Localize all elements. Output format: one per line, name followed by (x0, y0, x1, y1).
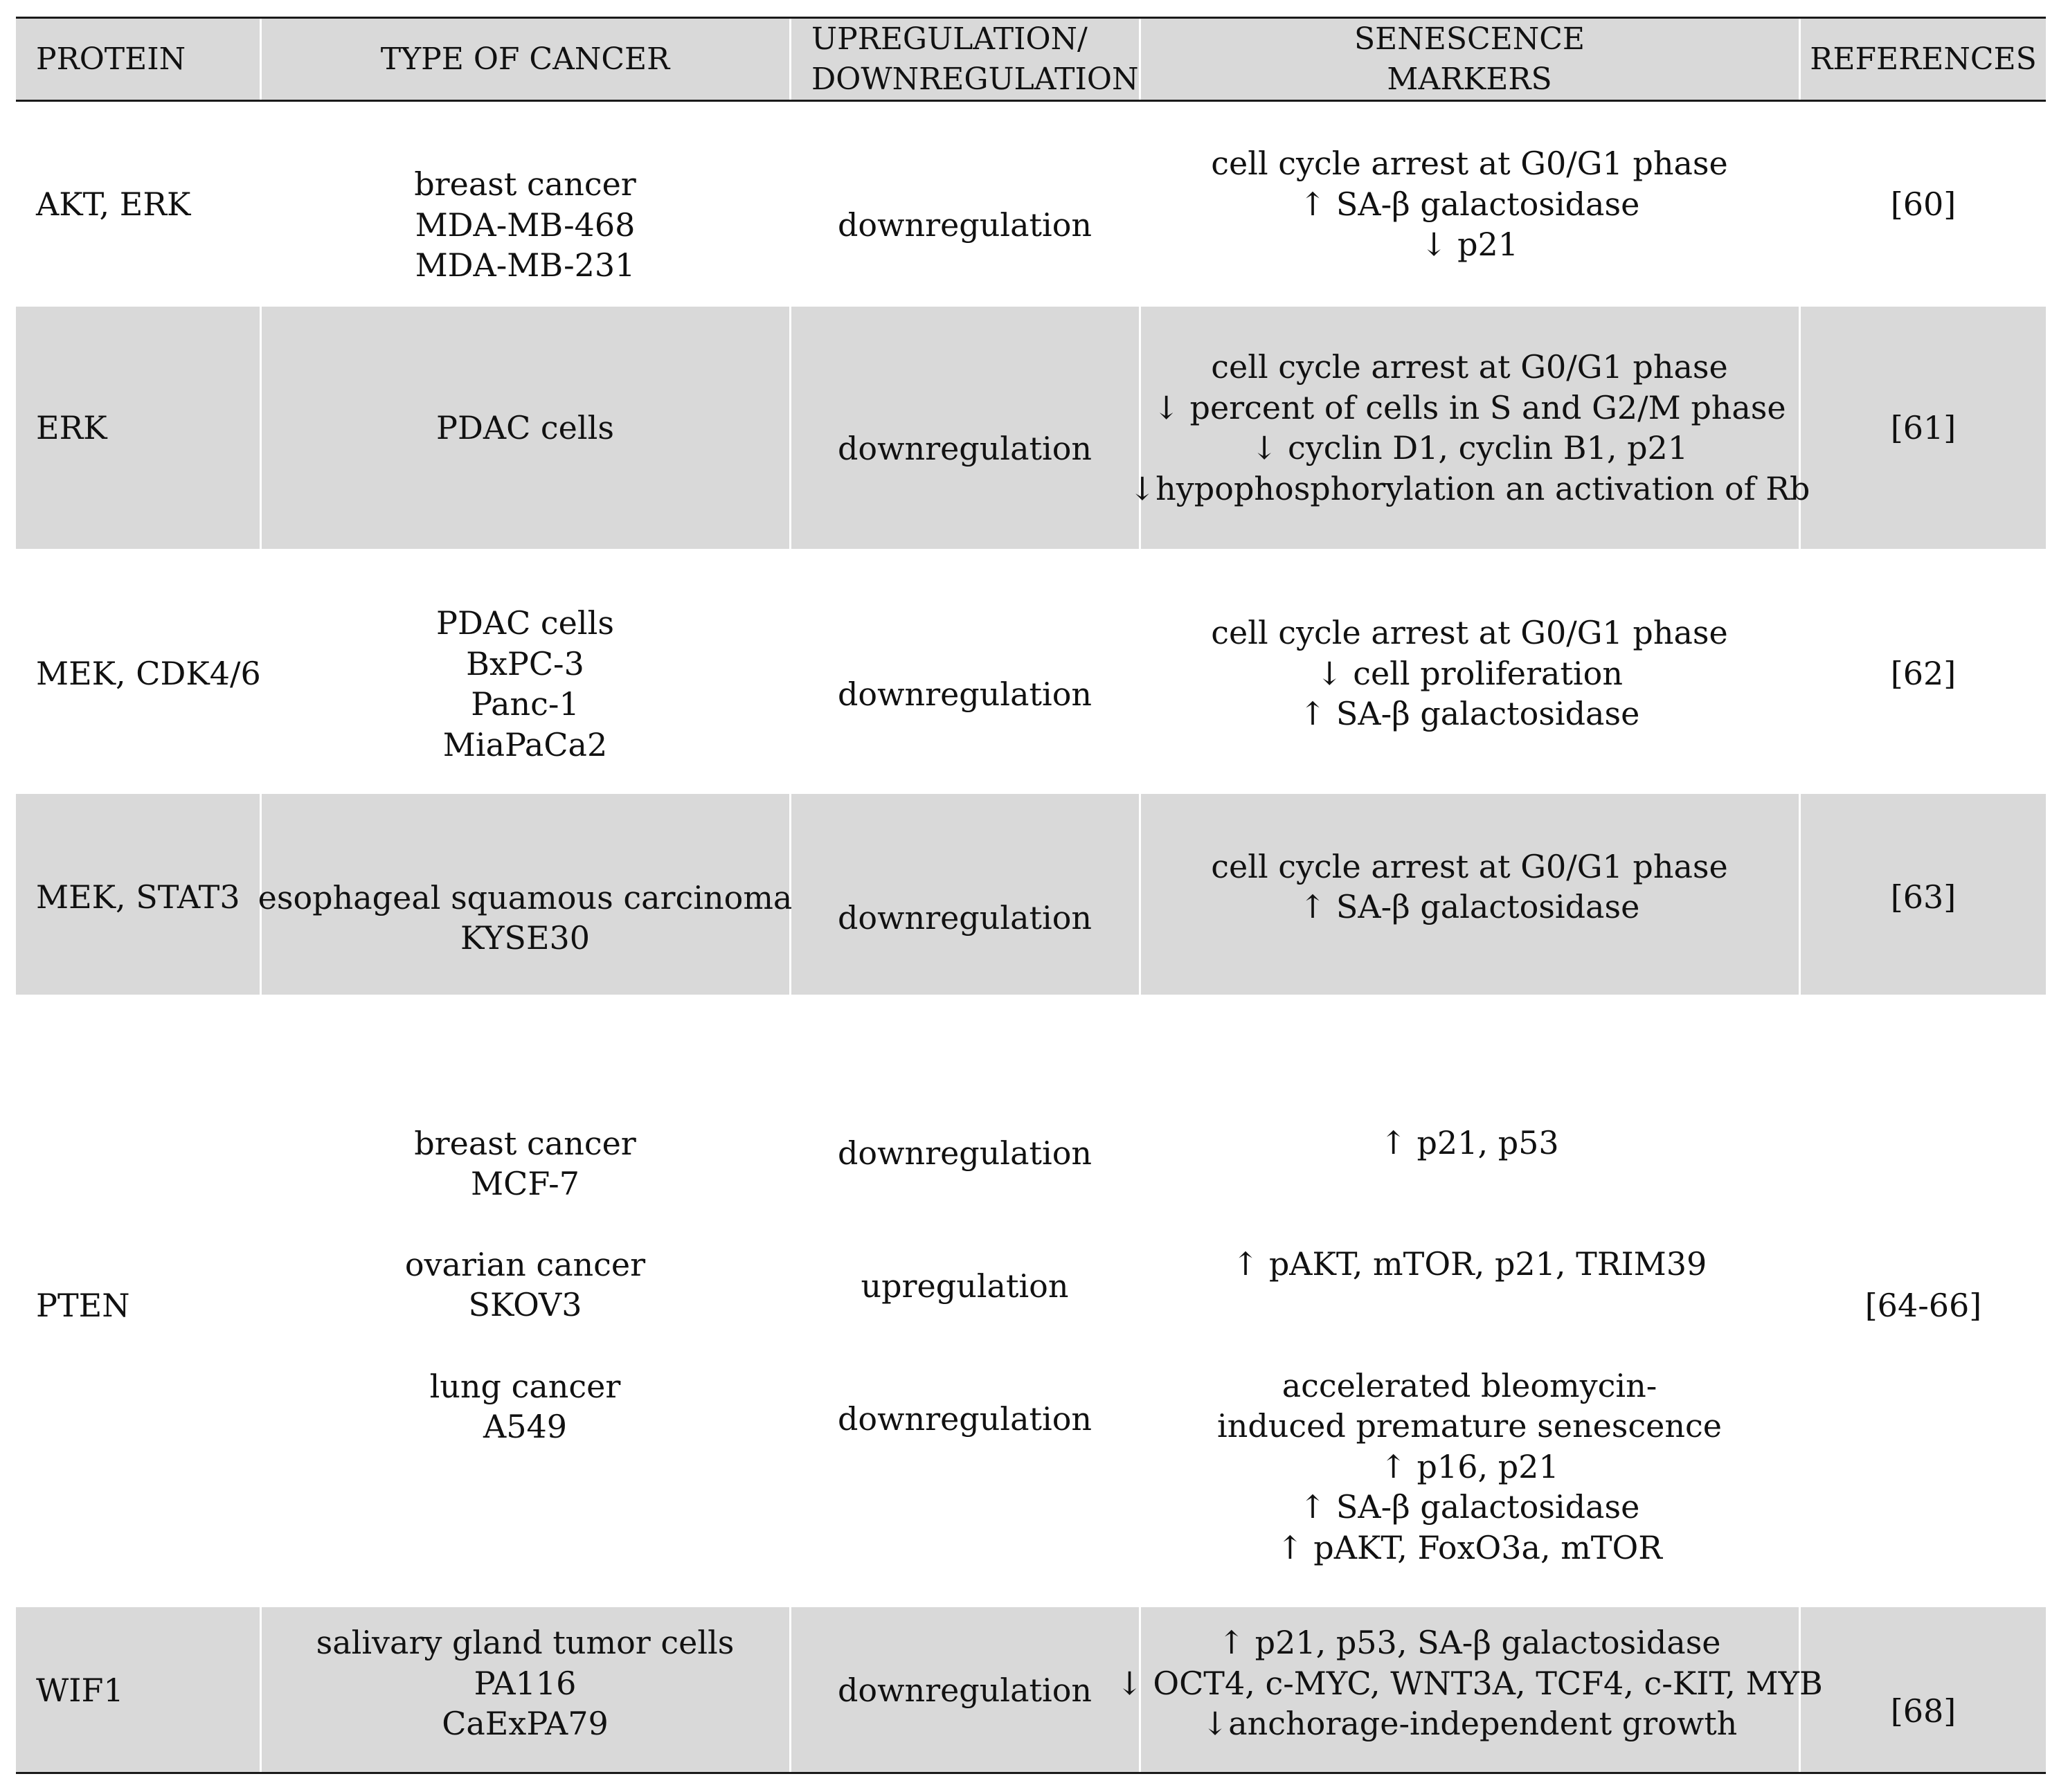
cancer-cell: esophageal squamous carcinoma KYSE30 (258, 878, 793, 957)
markers-cell: ↑ p21, p53 (1380, 1123, 1559, 1161)
regulation-cell: downregulation (837, 1671, 1093, 1709)
regulation-cell: upregulation (861, 1267, 1069, 1305)
regulation-cell: downregulation (837, 206, 1093, 244)
markers-cell: cell cycle arrest at G0/G1 phase ↑ SA-β galactosidase ↓ p21 (1211, 145, 1728, 264)
header-protein: PROTEIN (36, 41, 186, 77)
header-rule (16, 100, 2046, 102)
regulation-cell: downregulation (837, 1400, 1093, 1438)
bottom-rule (16, 1772, 2046, 1774)
markers-cell: cell cycle arrest at G0/G1 phase ↓ cell proliferation ↑ SA-β galactosidase (1211, 614, 1728, 733)
protein-cell: WIF1 (36, 1671, 124, 1709)
cancer-cell: lung cancer A549 (429, 1367, 621, 1445)
cancer-cell: ovarian cancer SKOV3 (404, 1245, 646, 1323)
cancer-cell: PDAC cells (436, 408, 614, 446)
reference-cell: [63] (1890, 878, 1957, 916)
header-senescence-markers: SENESCENCE MARKERS (1354, 21, 1585, 97)
markers-cell: cell cycle arrest at G0/G1 phase ↑ SA-β galactosidase (1211, 847, 1728, 925)
protein-cell: MEK, STAT3 (36, 878, 240, 916)
regulation-cell: downregulation (837, 898, 1093, 936)
regulation-cell: downregulation (837, 1134, 1093, 1172)
reference-cell: [60] (1890, 185, 1957, 223)
protein-cell: PTEN (36, 1286, 130, 1324)
cancer-cell: PDAC cells BxPC-3 Panc-1 MiaPaCa2 (436, 604, 614, 763)
markers-cell: ↑ p21, p53, SA-β galactosidase ↓ OCT4, c-MYC, WNT3A, TCF4, c-KIT, MYB ↓anchorage-independent growth (1116, 1624, 1823, 1743)
header-regulation: UPREGULATION/ DOWNREGULATION (811, 21, 1139, 97)
markers-cell: ↑ pAKT, mTOR, p21, TRIM39 (1232, 1245, 1707, 1283)
cancer-cell: salivary gland tumor cells PA116 CaExPA79 (316, 1624, 735, 1743)
reference-cell: [68] (1890, 1692, 1957, 1730)
header-references: REFERENCES (1810, 41, 2037, 77)
markers-cell: accelerated bleomycin- induced premature senescence ↑ p16, p21 ↑ SA-β galactosidase ↑ pAKT, FoxO3a, mTOR (1217, 1366, 1722, 1566)
reference-cell: [64-66] (1864, 1286, 1982, 1324)
cancer-cell: breast cancer MDA-MB-468 MDA-MB-231 (414, 165, 636, 284)
protein-cell: MEK, CDK4/6 (36, 654, 261, 692)
reference-cell: [62] (1890, 654, 1957, 692)
markers-cell: cell cycle arrest at G0/G1 phase ↓ percent of cells in S and G2/M phase ↓ cyclin D1, cyclin B1, p21 ↓hypophosphorylation an activation of Rb (1129, 348, 1810, 507)
regulation-cell: downregulation (837, 675, 1093, 713)
header-type-of-cancer: TYPE OF CANCER (380, 41, 670, 77)
regulation-cell: downregulation (837, 429, 1093, 467)
reference-cell: [61] (1890, 408, 1957, 446)
protein-cell: ERK (36, 408, 107, 446)
cancer-cell: breast cancer MCF-7 (414, 1124, 636, 1202)
protein-cell: AKT, ERK (36, 185, 191, 223)
